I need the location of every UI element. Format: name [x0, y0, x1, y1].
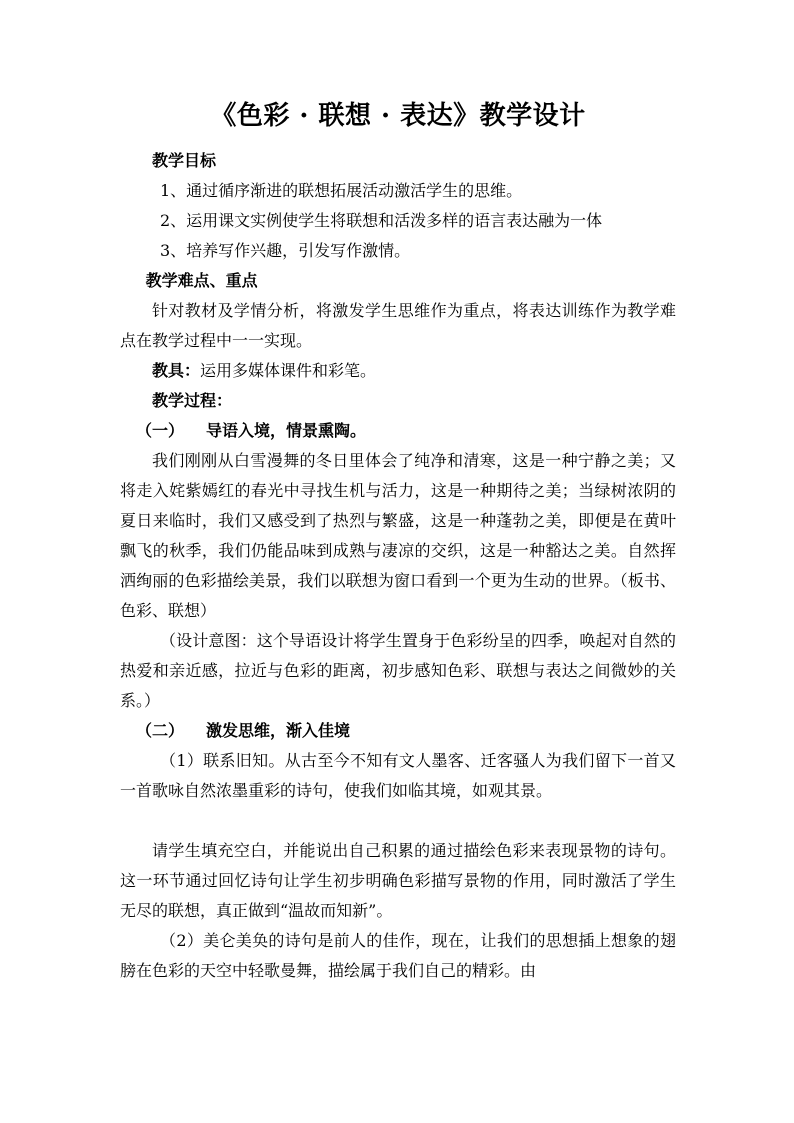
- goal-item-3: 3、培养写作兴趣，引发写作激情。: [160, 241, 411, 260]
- key-points-heading: 教学难点、重点: [145, 271, 258, 290]
- section2-number: （二）: [136, 721, 185, 740]
- key-points-text: 针对教材及学情分析，将激发学生思维作为重点，将表达训练作为教学难点在教学过程中一一实现。: [120, 301, 676, 350]
- section1-paragraph-2: （设计意图：这个导语设计将学生置身于色彩纷呈的四季，唤起对自然的热爱和亲近感，拉近与色彩的距离，初步感知色彩、联想与表达之间微妙的关系。）: [120, 631, 676, 710]
- paragraph-gap: [120, 806, 676, 836]
- section1-number: （一）: [136, 421, 185, 440]
- tools-line: [120, 356, 676, 386]
- document-title: 《色彩 · 联想 · 表达》教学设计: [210, 101, 586, 131]
- goal-item-1: 1、通过循序渐进的联想拓展活动激活学生的思维。: [160, 181, 523, 200]
- section2-heading: [120, 716, 676, 746]
- section2-paragraph-1: （1）联系旧知。从古至今不知有文人墨客、迁客骚人为我们留下一首又一首歌咏自然浓墨重彩的诗句，使我们如临其境，如观其景。: [120, 751, 676, 800]
- goal-item-2: 2、运用课文实例使学生将联想和活泼多样的语言表达融为一体: [160, 211, 603, 230]
- section1-title: 导语入境，情景熏陶。: [206, 421, 367, 440]
- section2-paragraph-3: （2）美仑美奂的诗句是前人的佳作，现在，让我们的思想插上想象的翅膀在色彩的天空中轻歌曼舞，描绘属于我们自己的精彩。由: [120, 931, 676, 980]
- process-heading: 教学过程：: [152, 391, 233, 410]
- section1-heading: [120, 416, 676, 446]
- document-page: [120, 96, 676, 986]
- section2-paragraph-2: 请学生填充空白，并能说出自己积累的通过描绘色彩来表现景物的诗句。这一环节通过回忆诗句让学生初步明确色彩描写景物的作用，同时激活了学生无尽的联想，真正做到“温故而知新”。: [120, 841, 676, 920]
- section1-paragraph-1: 我们刚刚从白雪漫舞的冬日里体会了纯净和清寒，这是一种宁静之美；又将走入姹紫嫣红的春光中寻找生机与活力，这是一种期待之美；当绿树浓阴的夏日来临时，我们又感受到了热烈与繁盛，这是一种蓬勃之美，即便是在黄叶飘飞的秋季，我们仍能品味到成熟与凄凉的交织，这是一种豁达之美。自然挥洒绚丽的色彩描绘美景，我们以联想为窗口看到一个更为生动的世界。（板书、色彩、联想）: [120, 451, 676, 620]
- goals-heading: 教学目标: [152, 151, 217, 170]
- tools-text: 运用多媒体课件和彩笔。: [200, 361, 377, 380]
- section2-title: 激发思维，渐入佳境: [206, 721, 351, 740]
- tools-label: 教具：: [152, 361, 201, 380]
